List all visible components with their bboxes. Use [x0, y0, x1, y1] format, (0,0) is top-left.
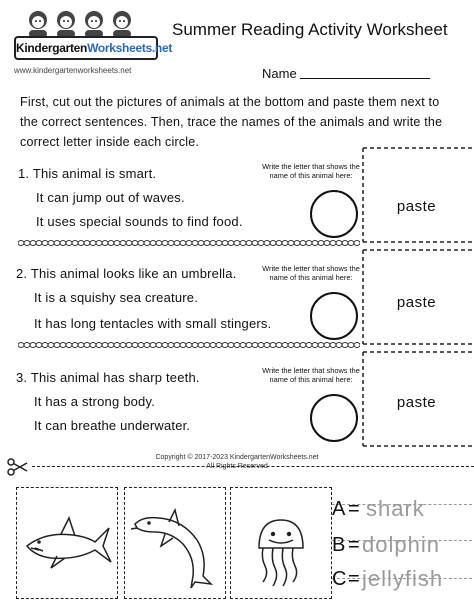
logo-text-left: Kindergarten — [16, 41, 88, 55]
divider-1 — [18, 240, 360, 246]
copyright-line-2: All Rights Reserved — [206, 463, 268, 470]
kids-faces-logo-icon — [24, 6, 144, 38]
trace-word-shark[interactable]: shark — [366, 496, 425, 521]
answer-letter-a: A — [332, 498, 346, 520]
instructions-text: First, cut out the pictures of animals at the bottom and paste them next to the correct sentences. Then, trace the names of the animals and write the correct letter inside each circle. — [20, 95, 443, 149]
letter-hint-1: Write the letter that shows the name of this animal here: — [262, 162, 360, 180]
divider-2 — [18, 342, 360, 348]
copyright-line-1: Copyright © 2017-2023 KindergartenWorksheets.net — [155, 454, 319, 461]
page-title: Summer Reading Activity Worksheet — [172, 20, 448, 39]
name-label: Name — [262, 66, 297, 81]
question-2-line-1: 2. This animal looks like an umbrella. — [16, 266, 237, 281]
answer-equals-c: = — [348, 568, 360, 590]
letter-hint-3: Write the letter that shows the name of this animal here: — [262, 366, 360, 384]
answer-letter-b: B — [332, 534, 346, 556]
dolphin-picture-box[interactable] — [124, 487, 226, 599]
jellyfish-icon — [231, 488, 331, 598]
letter-hint-2: Write the letter that shows the name of this animal here: — [262, 264, 360, 282]
shark-icon — [17, 488, 117, 598]
paste-label-2: paste — [396, 294, 437, 311]
answer-equals-b: = — [348, 534, 360, 556]
answer-equals-a: = — [348, 498, 360, 520]
answer-circle-2[interactable] — [310, 292, 358, 340]
answer-circle-3[interactable] — [310, 394, 358, 442]
answer-circle-1[interactable] — [310, 190, 358, 238]
answer-letter-c: C — [332, 568, 347, 590]
paste-label-3: paste — [396, 394, 437, 411]
logo-text-right: Worksheets.net — [87, 41, 173, 55]
trace-word-dolphin[interactable]: dolphin — [362, 532, 440, 557]
question-1-line-1: 1. This animal is smart. — [18, 166, 157, 181]
question-1-line-2: It can jump out of waves. — [36, 190, 185, 205]
dolphin-icon — [125, 488, 225, 598]
question-1-line-3: It uses special sounds to find food. — [36, 214, 243, 229]
shark-picture-box[interactable] — [16, 487, 118, 599]
scissors-icon — [6, 458, 28, 476]
question-3-line-3: It can breathe underwater. — [34, 418, 191, 433]
trace-word-jellyfish[interactable]: jellyfish — [362, 566, 444, 591]
site-logo[interactable] — [14, 36, 173, 60]
name-field-line — [300, 78, 430, 79]
paste-label-1: paste — [396, 198, 437, 215]
question-2-line-2: It is a squishy sea creature. — [34, 290, 199, 305]
cut-line — [32, 466, 474, 467]
question-3-line-1: 3. This animal has sharp teeth. — [16, 370, 200, 385]
question-3-line-2: It has a strong body. — [34, 394, 156, 409]
jellyfish-picture-box[interactable] — [230, 487, 332, 599]
site-url: www.kindergartenworksheets.net — [14, 66, 132, 75]
question-2-line-3: It has long tentacles with small stingers. — [34, 316, 272, 331]
